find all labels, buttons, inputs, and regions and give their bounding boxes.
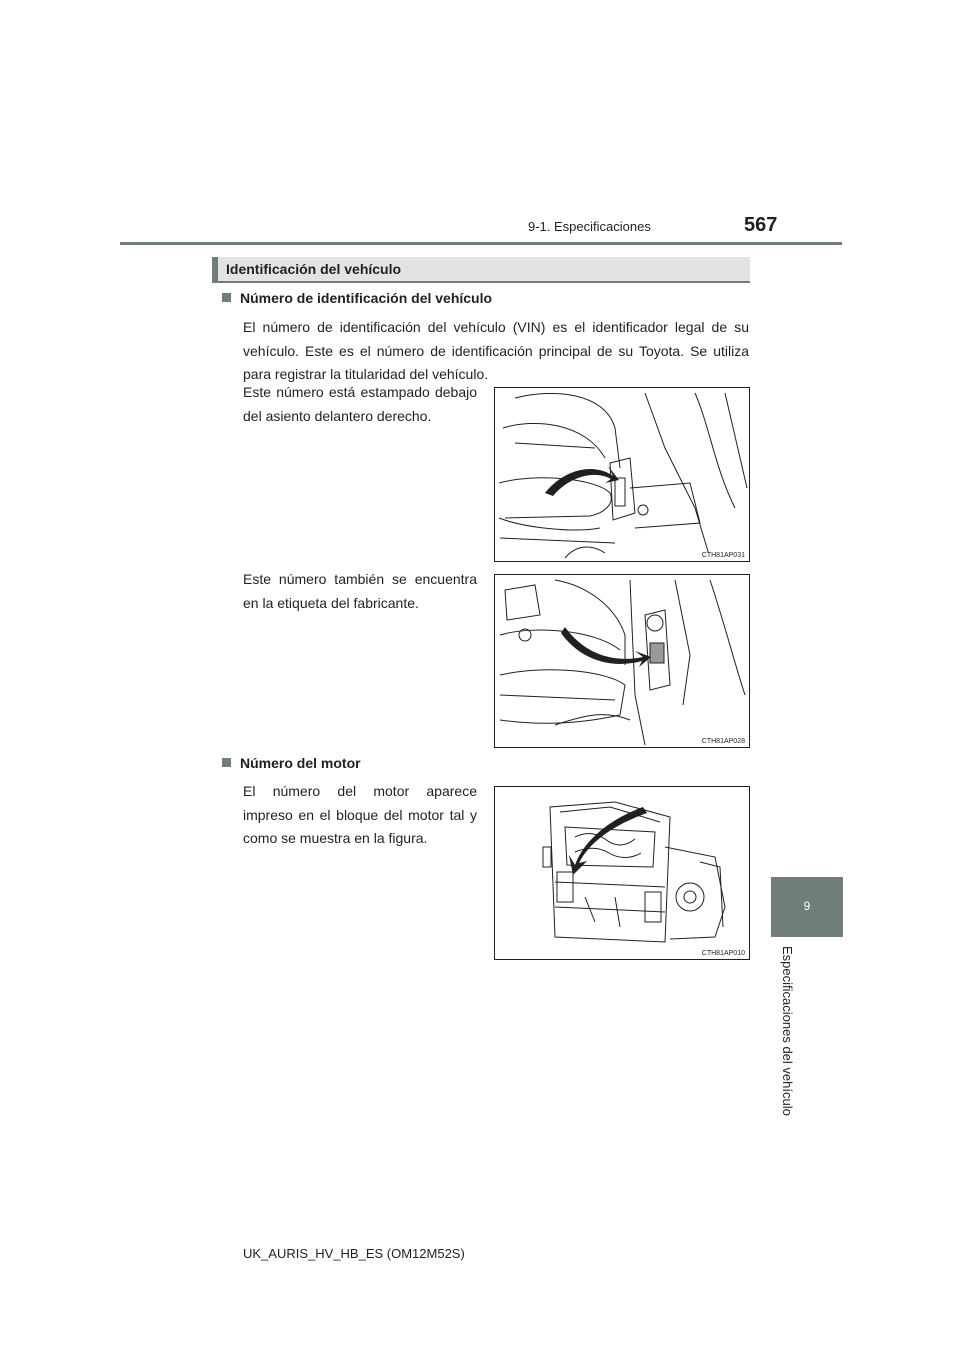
chapter-label: Especificaciones del vehículo: [780, 946, 795, 1116]
vin-heading: [222, 290, 492, 306]
header-rule: [120, 242, 842, 245]
door-label-illustration: [495, 575, 749, 747]
bullet-square-icon: [222, 293, 231, 302]
page-number: 567: [744, 214, 778, 236]
engine-heading-text: Número del motor: [240, 755, 361, 771]
vin-intro: El número de identificación del vehículo (VIN) es el identificador legal de su vehículo. Este es el número de identificación principal de su Toyota. Se utiliza para registrar la titularidad del vehículo.: [243, 319, 749, 382]
engine-heading: [222, 755, 361, 771]
chapter-label-vertical: [780, 946, 804, 1176]
vin-location-2: Este número también se encuentra en la etiqueta del fabricante.: [243, 571, 477, 611]
bullet-square-icon: [222, 758, 231, 767]
figure-seat-vin: [494, 387, 750, 562]
vin-heading-text: Número de identificación del vehículo: [240, 290, 493, 306]
seat-vin-illustration: [495, 388, 749, 561]
figure-code: CTH81AP031: [701, 552, 745, 559]
figure-code: CTH81AP010: [701, 950, 745, 957]
section-reference: 9-1. Especificaciones: [528, 219, 651, 234]
figure-engine: [494, 786, 750, 960]
chapter-tab: [771, 877, 843, 937]
engine-illustration: [495, 787, 749, 959]
footer-manual-code: UK_AURIS_HV_HB_ES (OM12M52S): [243, 1246, 465, 1261]
engine-text: El número del motor aparece impreso en el bloque del motor tal y como se muestra en la figura.: [243, 783, 477, 846]
section-heading-bar: [212, 257, 750, 283]
vin-location-1: Este número está estampado debajo del asiento delantero derecho.: [243, 384, 477, 424]
chapter-number: 9: [803, 899, 811, 913]
figure-door-label: [494, 574, 750, 748]
section-marker: [212, 257, 218, 281]
section-title: Identificación del vehículo: [226, 261, 402, 277]
figure-code: CTH81AP028: [701, 738, 745, 745]
